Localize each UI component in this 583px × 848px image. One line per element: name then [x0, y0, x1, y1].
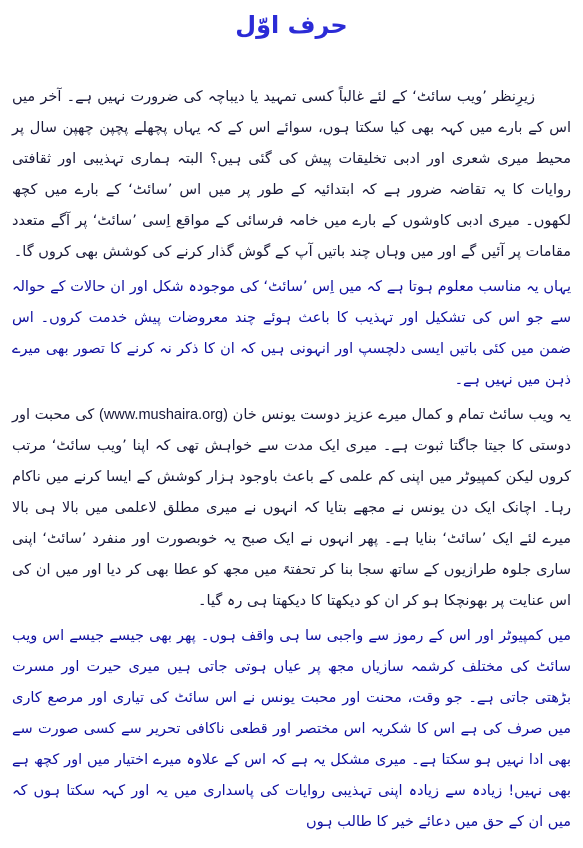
paragraph-friend	[12, 400, 571, 617]
paragraph-site-form: یہاں یہ مناسب معلوم ہوتا ہے کہ میں اِس ’سائٹ‘ کی موجودہ شکل اور ان حالات کے حوالہ سے جو اس کی تشکیل اور تہذیب کا باعث ہوئے چند معروضات پیش خدمت کروں۔ اس ضمن میں کئی باتیں ایسی دلچسپ اور انہونی ہیں کہ ان کا ذکر نہ کرنے کا تصور بھی میرے ذہن میں نہیں ہے۔	[12, 279, 571, 388]
paragraph-intro: زیرِنظر ’ویب سائٹ‘ کے لئے غالباً کسی تمہید یا دیباچہ کی ضرورت نہیں ہے۔ آخر میں اس کے بارے میں کہہ بھی کیا سکتا ہوں، سوائے اس کے کہ یہاں پچھلے پچپن چھپن سال پر محیط میری شعری اور ادبی تخلیقات پیش کی گئی ہیں؟ البتہ ہماری تہذیبی اور ثقافتی روایات کا یہ تقاضہ ضرور ہے کہ ابتدائیہ کے طور پر میں اس ’سائٹ‘ کے بارے میں کچھ لکھوں۔ میری ادبی کاوشوں کے بارے میں خامہ فرسائی کے مواقع اِسی ’سائٹ‘ پر آگے متعدد مقامات پر آئیں گے اور میں وہاں چند باتیں آپ کے گوش گذار کرنے کی کوشش بھی کروں گا۔	[12, 89, 571, 260]
page-title: حرف اوّل	[235, 11, 348, 39]
document-page	[0, 8, 583, 848]
paragraph-friend-rest: کی محبت اور دوستی کا جیتا جاگتا ثبوت ہے۔ میری ایک مدت سے خواہش تھی کہ اپنا ’ویب سائٹ‘ مرتب کروں لیکن کمپیوٹر میں اپنی کم علمی کے باعث باوجود ہزار کوشش کے ایسا کرنے میں ناکام رہا۔ اچانک ایک دن یونس نے مجھے بتایا کہ انہوں نے میری مطلق لاعلمی میں بالا ہی بالا میرے لئے ایک ’سائٹ‘ بنایا ہے۔ پھر انہوں نے ایک صبح یہ خوبصورت اور منفرد ’سائٹ‘ اپنی ساری جلوہ طرازیوں کے ساتھ سجا بنا کر تحفتہً میں مجھ کو عطا بھی کر دیا اور میں ان کی اس عنایت پر بھونچکا ہو کر ان کو دیکھتا کا دیکھتا ہی رہ گیا۔	[12, 407, 571, 609]
website-url: (www.mushaira.org)	[99, 407, 228, 423]
paragraph-gratitude: میں کمپیوٹر اور اس کے رموز سے واجبی سا ہی واقف ہوں۔ پھر بھی جیسے جیسے اس ویب سائٹ کی مختلف کرشمہ سازیاں مجھ پر عیاں ہوتی جاتی ہیں میری حیرت اور مسرت بڑھتی جاتی ہے۔ جو وقت، محنت اور محبت یونس نے اس سائٹ کی تیاری اور مرصع کاری میں صرف کی ہے اس کا شکریہ اس مختصر اور قطعی ناکافی تحریر سے کسی صورت سے بھی ادا نہیں ہو سکتا ہے۔ میری مشکل یہ ہے کہ اس کے علاوہ میرے اختیار میں اور کچھ ہے بھی نہیں! زیادہ سے زیادہ اپنی تہذیبی روایات کی پاسداری میں یہ اور کہہ سکتا ہوں کہ میں ان کے حق میں دعائے خیر کا طالب ہوں	[12, 628, 571, 830]
paragraph-friend-start: یہ ویب سائٹ تمام و کمال میرے عزیز دوست یونس خان	[232, 407, 572, 423]
